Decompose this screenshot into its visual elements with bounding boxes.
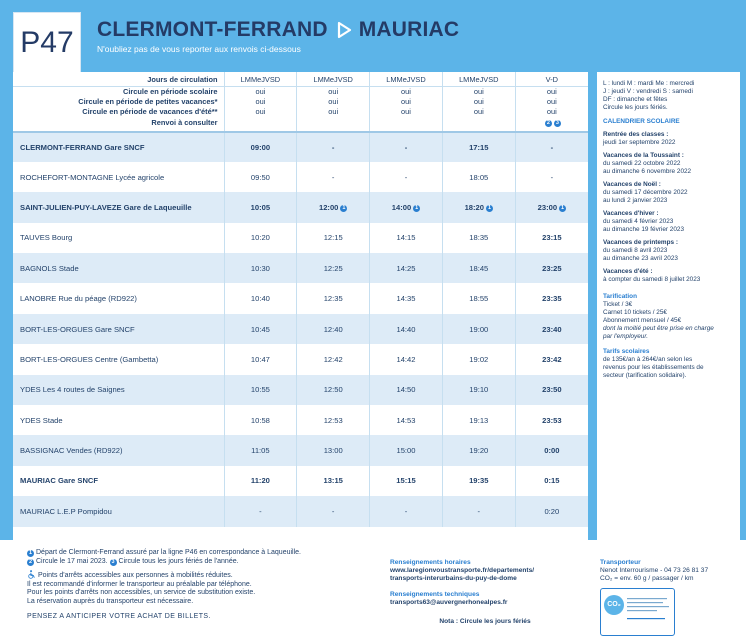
hiver-title: Vacances d'hiver : (603, 210, 659, 217)
stop-row-bagnols (13, 253, 588, 283)
run-school: oui (442, 86, 515, 97)
scolaire-title: Tarifs scolaires (603, 348, 650, 355)
time-value: - (331, 172, 335, 182)
departure-time (442, 283, 515, 313)
time-value: 14:00 (391, 202, 412, 212)
destination-name: MAURIAC (358, 18, 460, 41)
run-days: LMMeJVSD (442, 72, 515, 86)
school-label: Circule en période scolaire (13, 86, 224, 97)
note-2: Circule le 17 mai 2023. (36, 557, 108, 565)
refer-label: Renvoi à consulter (13, 118, 224, 132)
note-3: Circule tous les jours fériés de l'année. (118, 557, 239, 565)
time-value: 23:00 (537, 202, 558, 212)
departure-time (224, 344, 297, 374)
run-summer: oui (224, 107, 297, 118)
departure-time (224, 253, 297, 283)
main-panel (0, 72, 746, 540)
time-value: 10:20 (250, 233, 270, 243)
printemps-from: du samedi 8 avril 2023 (603, 247, 668, 254)
ferie-note: Nota : Circule les jours fériés (439, 617, 531, 625)
departure-time (515, 223, 588, 253)
departure-time (515, 192, 588, 222)
time-value: 17:15 (469, 142, 489, 152)
departure-time (370, 375, 443, 405)
departure-time (370, 253, 443, 283)
scolaire-line-1: de 135€/an à 264€/an selon les (603, 356, 693, 363)
time-value: 10:47 (250, 354, 270, 364)
departure-time (515, 405, 588, 435)
time-value: - (550, 142, 554, 152)
time-value: 23:35 (542, 294, 562, 304)
refer-marker-3: 3 (555, 119, 559, 126)
departure-time (442, 162, 515, 192)
time-value: 14:35 (396, 294, 416, 304)
stop-row-ydes-4-routes (13, 375, 588, 405)
departure-time (224, 223, 297, 253)
access-note-4: La réservation auprès du transporteur est nécessaire. (27, 597, 194, 605)
horaires-url-1[interactable]: www.laregionvoustransporte.fr/departements/ (390, 566, 535, 574)
run-days: LMMeJVSD (370, 72, 443, 86)
time-value: 12:50 (323, 385, 343, 395)
stop-name: YDES Les 4 routes de Saignes (13, 375, 224, 405)
departure-time (370, 405, 443, 435)
departure-time (442, 344, 515, 374)
toussaint-to: au dimanche 6 novembre 2022 (603, 168, 692, 175)
stop-name: BAGNOLS Stade (13, 253, 224, 283)
stop-name: ROCHEFORT-MONTAGNE Lycée agricole (13, 162, 224, 192)
printemps-to: au dimanche 23 avril 2023 (603, 255, 678, 262)
stop-name: TAUVES Bourg (13, 223, 224, 253)
horaires-url-2[interactable]: transports-interurbains-du-puy-de-dome (390, 574, 517, 582)
departure-time (370, 192, 443, 222)
departure-time (224, 405, 297, 435)
header-bar (0, 0, 746, 72)
departure-time (297, 283, 370, 313)
time-value: 23:50 (542, 385, 562, 395)
time-value: - (404, 172, 408, 182)
legend-days-1: L : lundi M : mardi Me : mercredi (603, 80, 695, 87)
time-value: 14:42 (396, 354, 416, 364)
time-value: 14:15 (396, 233, 416, 243)
departure-time (442, 192, 515, 222)
run-school: oui (546, 86, 557, 96)
time-value: 23:42 (542, 354, 562, 364)
run-refer (515, 118, 588, 132)
legend-holidays: Circule les jours fériés. (603, 104, 668, 111)
header-school-row (13, 86, 588, 97)
time-value: 19:10 (469, 385, 489, 395)
time-value: 19:13 (469, 415, 489, 425)
time-value: - (259, 506, 262, 516)
stop-row-mauriac-gare (13, 466, 588, 496)
time-value: 15:00 (396, 446, 416, 456)
run-refer (224, 118, 297, 132)
note-marker-1: 1 (28, 550, 33, 556)
header-refer-row (13, 118, 588, 132)
stop-row-bort-centre (13, 344, 588, 374)
time-value: - (477, 506, 481, 516)
departure-time (370, 314, 443, 344)
run-summer: oui (370, 107, 443, 118)
hiver-to: au dimanche 19 février 2023 (603, 226, 685, 233)
calendar-title: CALENDRIER SCOLAIRE (603, 118, 680, 125)
noel-from: du samedi 17 décembre 2022 (603, 189, 688, 196)
departure-time (515, 375, 588, 405)
time-value: 13:00 (323, 446, 343, 456)
departure-time (297, 405, 370, 435)
time-value: 18:35 (469, 233, 489, 243)
summer-label: Circule en période de vacances d'été** (13, 107, 224, 118)
toussaint-from: du samedi 22 octobre 2022 (603, 160, 681, 167)
co2-label-lines-icon (627, 596, 671, 626)
stop-row-mauriac-lep (13, 496, 588, 526)
departure-time (297, 375, 370, 405)
note-marker-2: 2 (28, 558, 33, 565)
tarif-note-2: par l'employeur. (603, 333, 649, 340)
stop-name: YDES Stade (13, 405, 224, 435)
access-note-1: Points d'arrêts accessibles aux personnes à mobilités réduites. (38, 572, 233, 580)
time-value: 12:53 (323, 415, 343, 425)
noel-to: au lundi 2 janvier 2023 (603, 197, 668, 204)
departure-time (442, 375, 515, 405)
departure-time (297, 132, 370, 162)
co2-label-text (627, 596, 673, 627)
departure-time (515, 496, 588, 526)
printemps-title: Vacances de printemps : (603, 239, 678, 246)
scolaire-line-3: secteur (tarification solidaire). (603, 372, 687, 379)
stop-row-lanobre (13, 283, 588, 313)
co2-badge-icon: CO₂ (604, 595, 624, 615)
info-icon: 1 (342, 204, 346, 211)
time-value: 10:58 (250, 415, 270, 425)
stop-row-tauves (13, 223, 588, 253)
anticipate-note: PENSEZ A ANTICIPER VOTRE ACHAT DE BILLETS. (27, 612, 211, 620)
access-note-3: Pour les points d'arrêts non accessibles, un service de substitution existe. (27, 589, 256, 597)
departure-time (442, 496, 515, 526)
departure-time (515, 132, 588, 162)
departure-time (442, 314, 515, 344)
time-value: 23:25 (542, 263, 562, 273)
time-value: 19:00 (469, 324, 489, 334)
run-small-holidays: oui (297, 97, 370, 108)
departure-time (442, 435, 515, 465)
ete-title: Vacances d'été : (603, 268, 653, 275)
time-value: - (331, 142, 335, 152)
departure-time (224, 283, 297, 313)
legend-days-3: DF : dimanche et fêtes (603, 96, 668, 103)
time-value: 15:15 (396, 476, 416, 486)
time-value: 12:25 (323, 263, 343, 273)
time-value: 12:42 (323, 354, 343, 364)
departure-time (515, 314, 588, 344)
departure-time (442, 466, 515, 496)
time-value: - (331, 506, 335, 516)
run-days: LMMeJVSD (297, 72, 370, 86)
run-school: oui (370, 86, 443, 97)
time-value: 12:35 (323, 294, 343, 304)
departure-time (224, 375, 297, 405)
time-value: 23:40 (542, 324, 562, 334)
run-school: oui (297, 86, 370, 97)
refer-marker-2: 2 (546, 119, 550, 126)
info-icon: 1 (561, 204, 565, 211)
header-summer-row (13, 107, 588, 118)
departure-time (515, 344, 588, 374)
departure-time (297, 162, 370, 192)
transporteur-info (600, 559, 740, 582)
departure-time (515, 162, 588, 192)
tech-label: Renseignements techniques (390, 591, 480, 599)
departure-time (297, 496, 370, 526)
time-value: 11:05 (251, 446, 270, 456)
header-days-row (13, 72, 588, 86)
departure-time (442, 253, 515, 283)
departure-time (370, 283, 443, 313)
departure-time (370, 132, 443, 162)
run-summer: oui (442, 107, 515, 118)
time-value: 12:15 (323, 233, 343, 243)
departure-time (224, 314, 297, 344)
departure-time (442, 223, 515, 253)
subtitle: N'oubliez pas de vous reporter aux renvois ci-dessous (97, 44, 301, 54)
time-value: 14:40 (396, 324, 416, 334)
departure-time (297, 344, 370, 374)
departure-time (224, 496, 297, 526)
stop-name: BORT-LES-ORGUES Gare SNCF (13, 314, 224, 344)
legend-days-2: J : jeudi V : vendredi S : samedi (603, 88, 693, 95)
co2-info: CO₂ = env. 60 g / passager / km (600, 574, 694, 582)
time-value: 11:20 (250, 476, 270, 486)
time-value: 10:30 (250, 263, 270, 273)
scolaire-line-2: revenus pour les établissements de (603, 364, 704, 371)
departure-time (370, 435, 443, 465)
access-note-2: Il est recommandé d'informer le transporteur au préalable par téléphone. (27, 580, 252, 588)
departure-time (224, 435, 297, 465)
departure-time (370, 223, 443, 253)
run-refer (370, 118, 443, 132)
run-days: LMMeJVSD (224, 72, 297, 86)
days-label: Jours de circulation (13, 72, 224, 86)
stop-row-bassignac (13, 435, 588, 465)
departure-time (442, 132, 515, 162)
time-value: 12:00 (318, 202, 339, 212)
info-icon: 1 (415, 204, 419, 211)
contact-info (390, 559, 580, 626)
departure-time (297, 223, 370, 253)
stop-name: BORT-LES-ORGUES Centre (Gambetta) (13, 344, 224, 374)
noel-title: Vacances de Noël : (603, 181, 661, 188)
stop-name: MAURIAC L.E.P Pompidou (13, 496, 224, 526)
footer-notes (27, 549, 367, 621)
time-value: 23:53 (542, 415, 562, 425)
stop-name: BASSIGNAC Vendes (RD922) (13, 435, 224, 465)
departure-time (224, 466, 297, 496)
run-school: oui (224, 86, 297, 97)
wheelchair-icon (27, 570, 36, 579)
rentree-title: Rentrée des classes : (603, 131, 669, 138)
departure-time (297, 192, 370, 222)
departure-time (224, 192, 297, 222)
time-value: 09:00 (250, 142, 271, 152)
stop-row-bort-gare (13, 314, 588, 344)
tarif-title: Tarification (603, 293, 637, 300)
time-value: 19:35 (469, 476, 489, 486)
time-value: 0:15 (544, 476, 560, 486)
time-value: 0:20 (544, 506, 560, 516)
departure-time (297, 435, 370, 465)
ete-from: à compter du samedi 8 juillet 2023 (603, 276, 701, 283)
transporteur-name: Nenot Interrourisme - 04 73 26 81 37 (600, 566, 709, 574)
run-small-holidays: oui (224, 97, 297, 108)
departure-time (370, 162, 443, 192)
departure-time (370, 466, 443, 496)
departure-time (370, 496, 443, 526)
stop-row-rochefort-montagne (13, 162, 588, 192)
run-summer: oui (297, 107, 370, 118)
departure-time (297, 314, 370, 344)
stop-row-clermont-ferrand (13, 132, 588, 162)
tech-email[interactable]: transports63@auvergnerhonealpes.fr (390, 599, 508, 607)
time-value: 12:40 (323, 324, 343, 334)
direction-arrow-icon (337, 21, 352, 39)
run-refer (442, 118, 515, 132)
tarif-carnet: Carnet 10 tickets / 25€ (603, 309, 667, 316)
stop-name: LANOBRE Rue du péage (RD922) (13, 283, 224, 313)
time-value: 19:20 (469, 446, 489, 456)
time-value: 14:53 (396, 415, 416, 425)
hiver-from: du samedi 4 février 2023 (603, 218, 674, 225)
departure-time (442, 405, 515, 435)
tarif-ticket: Ticket / 3€ (603, 301, 633, 308)
time-value: 19:02 (469, 354, 489, 364)
transporteur-label: Transporteur (600, 559, 641, 566)
departure-time (515, 466, 588, 496)
departure-time (297, 253, 370, 283)
time-value: - (550, 172, 554, 182)
small-holidays-label: Circule en période de petites vacances* (13, 97, 224, 108)
time-value: 0:00 (544, 446, 560, 456)
stop-name: CLERMONT-FERRAND Gare SNCF (13, 132, 224, 162)
departure-time (515, 253, 588, 283)
time-value: 13:15 (323, 476, 343, 486)
time-value: 14:50 (396, 385, 416, 395)
time-value: 10:05 (250, 202, 271, 212)
departure-time (224, 162, 297, 192)
run-small-holidays: oui (442, 97, 515, 108)
departure-time (515, 435, 588, 465)
stop-name: MAURIAC Gare SNCF (13, 466, 224, 496)
tarif-note-1: dont la moitié peut être prise en charge (603, 325, 714, 332)
departure-time (224, 132, 297, 162)
time-value: 10:40 (250, 294, 270, 304)
line-code-badge: P47 (13, 12, 81, 72)
run-days: V-D (515, 72, 588, 86)
horaires-label: Renseignements horaires (390, 559, 471, 566)
run-small-holidays: oui (546, 96, 557, 106)
time-value: 18:45 (469, 263, 489, 273)
note-marker-3: 3 (111, 558, 115, 565)
run-summer: oui (546, 107, 557, 117)
toussaint-title: Vacances de la Toussaint : (603, 152, 684, 159)
time-value: 18:20 (464, 202, 484, 212)
timetable (13, 72, 588, 540)
time-value: - (404, 142, 408, 152)
time-value: 10:55 (250, 385, 270, 395)
stop-row-ydes-stade (13, 405, 588, 435)
run-refer (297, 118, 370, 132)
departure-time (370, 344, 443, 374)
time-value: 14:25 (396, 263, 416, 273)
time-value: 18:05 (469, 172, 489, 182)
header-small-holidays-row (13, 97, 588, 108)
info-icon: 1 (487, 204, 492, 211)
time-value: - (404, 506, 408, 516)
stop-name: SAINT-JULIEN-PUY-LAVEZE Gare de Laqueuille (13, 192, 224, 222)
rentree-date: jeudi 1er septembre 2022 (603, 139, 676, 146)
run-small-holidays: oui (370, 97, 443, 108)
departure-time (515, 283, 588, 313)
time-value: 09:50 (250, 172, 270, 182)
departure-time (297, 466, 370, 496)
time-value: 18:55 (469, 294, 489, 304)
time-value: 10:45 (250, 324, 270, 334)
info-side-panel (597, 72, 740, 540)
origin-name: CLERMONT-FERRAND (97, 18, 328, 41)
time-value: 23:15 (542, 233, 562, 243)
route-title (97, 18, 459, 42)
stop-row-saint-julien-puy-laveze (13, 192, 588, 222)
tarif-abonnement: Abonnement mensuel / 45€ (603, 317, 682, 324)
note-1: Départ de Clermont-Ferrand assuré par la ligne P46 en correspondance à Laqueuille. (36, 549, 301, 556)
co2-label (600, 588, 675, 636)
